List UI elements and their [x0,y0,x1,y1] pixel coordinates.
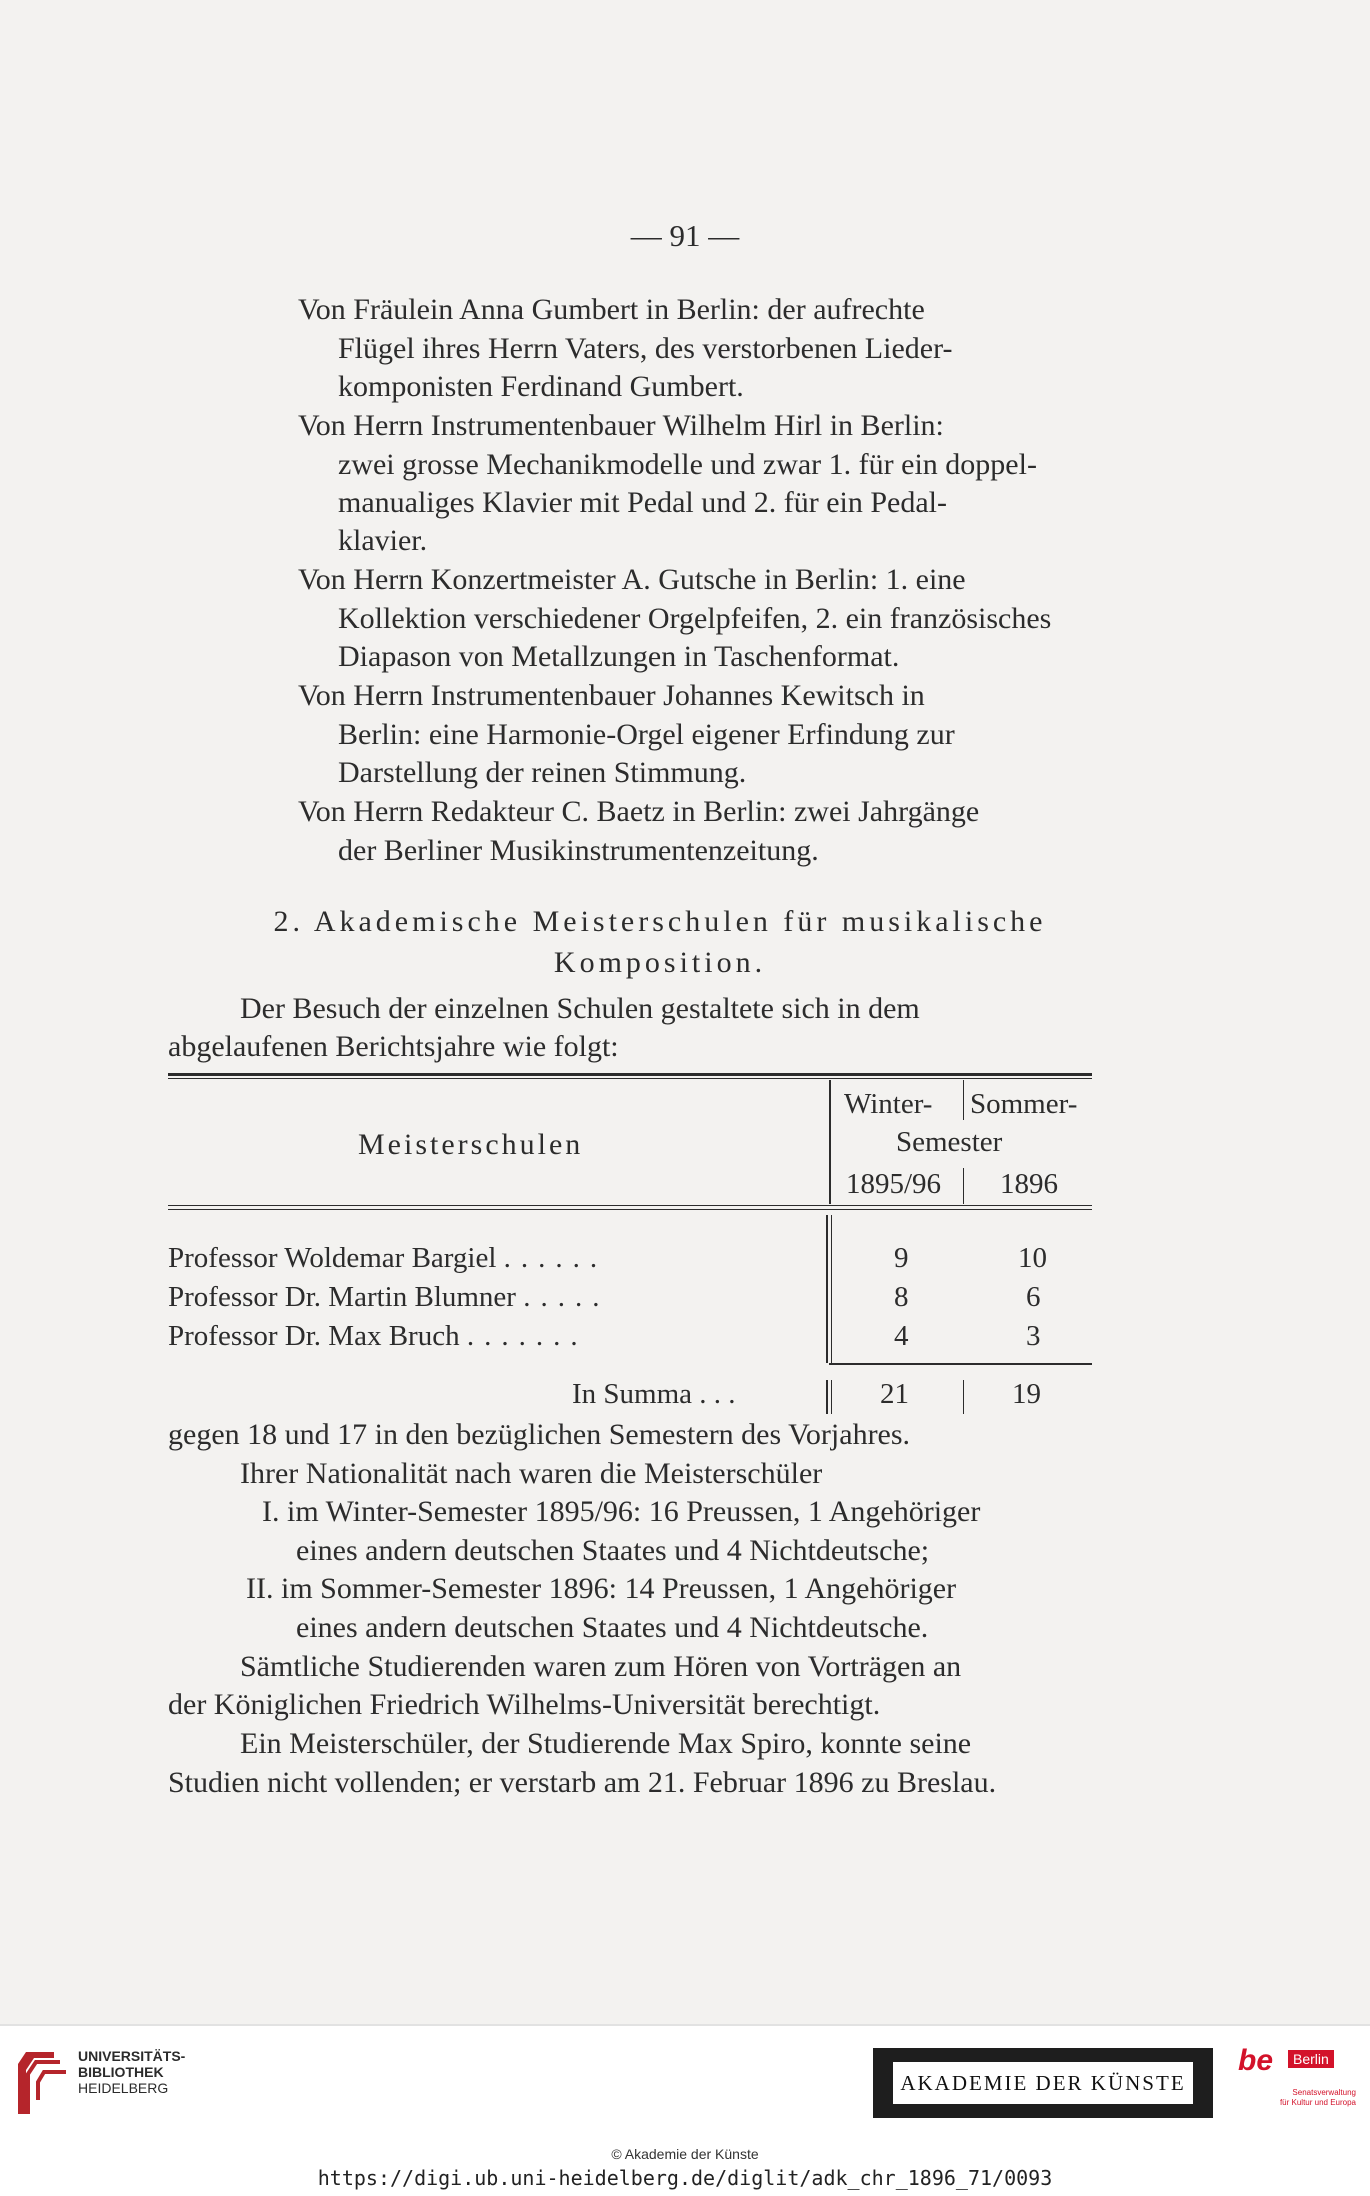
sum-label: In Summa . . . [572,1378,736,1410]
column-header-summer-year: 1896 [1000,1168,1058,1200]
text-line: klavier. [338,524,428,557]
table-divider [826,1380,828,1414]
text-line: Sämtliche Studierenden waren zum Hören von Vorträgen an [240,1650,962,1683]
text-line: Von Herrn Redakteur C. Baetz in Berlin: zwei Jahrgänge [298,795,980,828]
table-divider [826,1215,828,1363]
winter-value: 9 [894,1242,909,1274]
text-line: Ein Meisterschüler, der Studierende Max Spiro, konnte seine [240,1727,972,1760]
text-line: Von Herrn Konzertmeister A. Gutsche in Berlin: 1. eine [298,563,966,596]
page-number: — 91 — [630,218,740,253]
permalink-url[interactable]: https://digi.ub.uni-heidelberg.de/diglit/adk_chr_1896_71/0093 [317,2166,1053,2190]
ub-line: BIBLIOTHEK [78,2064,164,2080]
berlin-subtitle-line: Senatsverwaltung [1292,2088,1356,2097]
sum-summer: 19 [1012,1378,1041,1410]
summer-value: 6 [1026,1281,1041,1313]
column-header-semester: Semester [896,1126,1003,1158]
section-heading-continued: Komposition. [553,946,767,979]
text-line: Darstellung der reinen Stimmung. [338,756,747,789]
text-line: Von Fräulein Anna Gumbert in Berlin: der aufrechte [298,293,925,326]
table-divider [963,1168,964,1204]
intro-text: Der Besuch der einzelnen Schulen gestaltete sich in dem [240,992,920,1025]
text-line: eines andern deutschen Staates und 4 Nichtdeutsche; [296,1534,930,1567]
summer-value: 3 [1026,1320,1041,1352]
school-name: Professor Dr. Max Bruch [168,1320,460,1352]
ub-line: HEIDELBERG [78,2080,169,2096]
text-line: Kollektion verschiedener Orgelpfeifen, 2. ein französisches [338,602,1052,635]
sum-rule [829,1363,1092,1365]
school-name: Professor Woldemar Bargiel [168,1242,497,1274]
text-line: I. im Winter-Semester 1895/96: 16 Preussen, 1 Angehöriger [262,1495,981,1528]
leader-dots: ..... [523,1281,610,1313]
table-divider [831,1380,832,1414]
text-line: der Berliner Musikinstrumentenzeitung. [338,834,819,867]
intro-text: abgelaufenen Berichtsjahre wie folgt: [168,1030,619,1063]
university-library-name [78,2048,185,2096]
column-header-winter: Winter- [844,1088,933,1120]
text-line: manualiges Klavier mit Pedal und 2. für ein Pedal- [338,486,948,519]
akademie-logo[interactable] [873,2048,1213,2118]
text-line: zwei grosse Mechanikmodelle und zwar 1. für ein doppel- [338,448,1037,481]
text-line: II. im Sommer-Semester 1896: 14 Preussen, 1 Angehöriger [246,1572,957,1605]
school-name: Professor Dr. Martin Blumner [168,1281,516,1313]
text-line: der Königlichen Friedrich Wilhelms-Universität berechtigt. [168,1688,881,1721]
berlin-subtitle [1266,2088,1356,2108]
text-line: Von Herrn Instrumentenbauer Wilhelm Hirl in Berlin: [298,409,944,442]
table-row [168,1242,607,1275]
berlin-tag: Berlin [1288,2050,1334,2068]
sum-winter: 21 [880,1378,909,1410]
text-line: Studien nicht vollenden; er verstarb am 21. Februar 1896 zu Breslau. [168,1766,997,1799]
column-header-summer: Sommer- [970,1088,1078,1120]
text-line: Diapason von Metallzungen in Taschenformat. [338,640,900,673]
table-rule [168,1078,1092,1079]
table-rule [168,1073,1092,1076]
table-divider [829,1080,831,1204]
summer-value: 10 [1018,1242,1047,1274]
winter-value: 8 [894,1281,909,1313]
table-divider [963,1380,964,1414]
berlin-subtitle-line: für Kultur und Europa [1279,2098,1356,2107]
berlin-senate-logo[interactable] [1238,2044,1360,2124]
text-line: Flügel ihres Herrn Vaters, des verstorbenen Lieder- [338,332,953,365]
table-rule [168,1205,1092,1206]
column-header-schools: Meisterschulen [358,1128,584,1161]
table-rule [168,1209,1092,1210]
column-header-winter-year: 1895/96 [846,1168,942,1200]
table-row [168,1281,609,1314]
copyright-notice: © Akademie der Künste [611,2146,759,2162]
text-line: eines andern deutschen Staates und 4 Nichtdeutsche. [296,1611,929,1644]
text-line: Ihrer Nationalität nach waren die Meisterschüler [240,1457,823,1490]
text-line: gegen 18 und 17 in den bezüglichen Semestern des Vorjahres. [168,1418,911,1451]
winter-value: 4 [894,1320,909,1352]
table-divider [831,1215,832,1363]
leader-dots: ....... [466,1320,588,1352]
university-library-logo-icon [14,2048,70,2123]
ub-line: UNIVERSITÄTS- [78,2048,186,2064]
table-row [168,1320,588,1353]
table-divider [963,1080,964,1120]
section-heading: 2. Akademische Meisterschulen für musikalische [273,905,1047,938]
akademie-logo-text: AKADEMIE DER KÜNSTE [893,2062,1193,2104]
viewer-footer [0,2024,1370,2196]
text-line: Berlin: eine Harmonie-Orgel eigener Erfindung zur [338,718,955,751]
text-line: Von Herrn Instrumentenbauer Johannes Kewitsch in [298,679,925,712]
text-line: komponisten Ferdinand Gumbert. [338,370,744,403]
leader-dots: ...... [503,1242,608,1274]
berlin-be-mark: be [1238,2044,1274,2077]
